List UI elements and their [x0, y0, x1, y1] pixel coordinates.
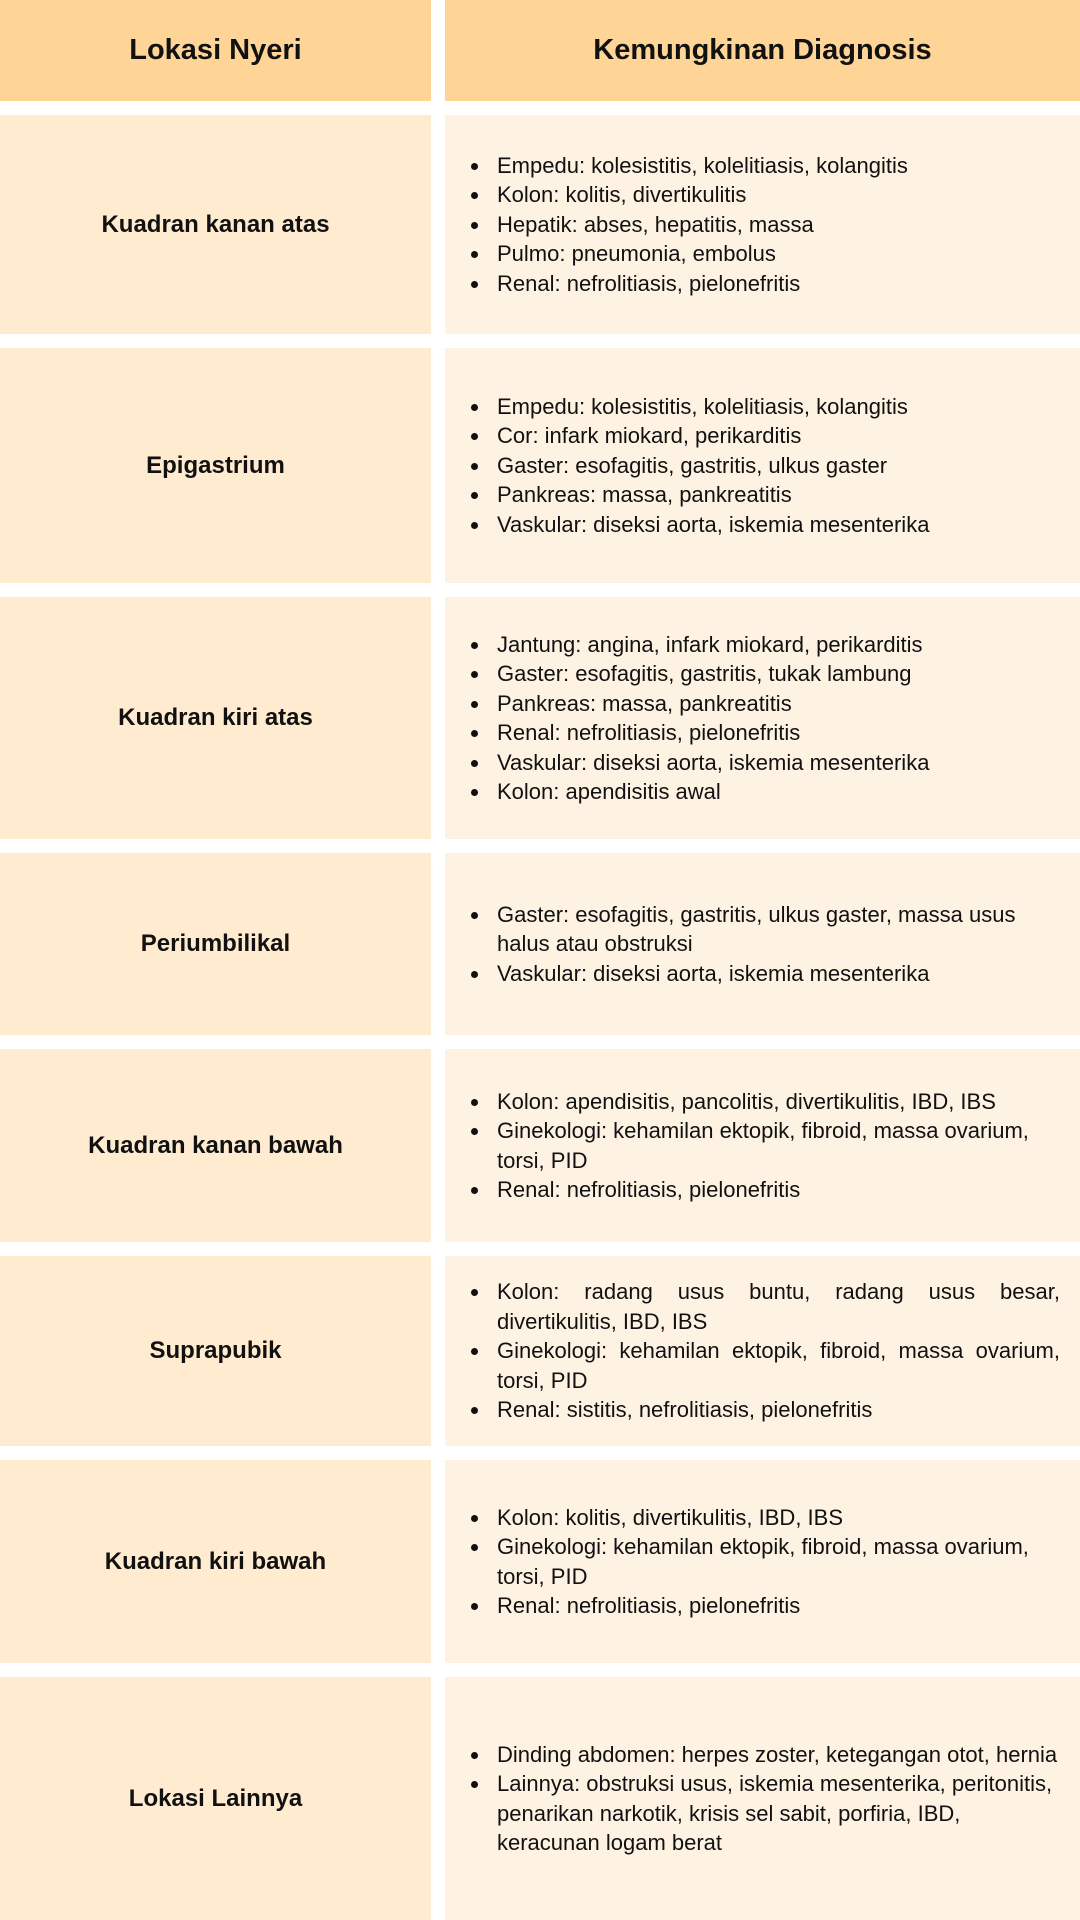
diagnosis-item: • Renal: nefrolitiasis, pielonefritis [491, 1175, 1060, 1205]
table-row [0, 853, 1080, 1035]
location-label: Suprapubik [149, 1337, 282, 1364]
diagnosis-list [467, 1740, 1060, 1858]
location-cell [0, 115, 431, 334]
table-header [0, 0, 1080, 101]
location-label: Epigastrium [146, 451, 285, 479]
location-cell [0, 1677, 431, 1920]
diagnosis-item: • Cor: infark miokard, perikarditis [491, 421, 929, 451]
location-label: Kuadran kanan bawah [88, 1131, 343, 1159]
header-location-label: Lokasi Nyeri [129, 34, 302, 66]
diagnosis-item: • Renal: nefrolitiasis, pielonefritis [491, 269, 908, 299]
diagnosis-item: • Ginekologi: kehamilan ektopik, fibroid, massa ovarium, torsi, PID [491, 1532, 1060, 1591]
header-diagnosis-label: Kemungkinan Diagnosis [593, 34, 932, 66]
location-cell [0, 1256, 431, 1446]
diagnosis-item: • Kolon: apendisitis, pancolitis, divertikulitis, IBD, IBS [491, 1087, 1060, 1117]
diagnosis-item: • Renal: nefrolitiasis, pielonefritis [491, 1591, 1060, 1621]
location-cell [0, 348, 431, 583]
diagnosis-cell [445, 1677, 1080, 1920]
diagnosis-item: • Dinding abdomen: herpes zoster, ketegangan otot, hernia [491, 1740, 1060, 1770]
diagnosis-item: • Vaskular: diseksi aorta, iskemia mesenterika [491, 510, 929, 540]
diagnosis-cell [445, 1049, 1080, 1242]
diagnosis-item: • Kolon: kolitis, divertikulitis [491, 180, 908, 210]
table-row [0, 1256, 1080, 1446]
diagnosis-item: • Empedu: kolesistitis, kolelitiasis, kolangitis [491, 392, 929, 422]
diagnosis-item: • Pulmo: pneumonia, embolus [491, 239, 908, 269]
diagnosis-list [467, 900, 1060, 989]
diagnosis-item: • Pankreas: massa, pankreatitis [491, 480, 929, 510]
header-cell-diagnosis [445, 0, 1080, 101]
diagnosis-item: • Renal: sistitis, nefrolitiasis, pielonefritis [491, 1395, 1060, 1425]
diagnosis-item: • Hepatik: abses, hepatitis, massa [491, 210, 908, 240]
diagnosis-cell [445, 115, 1080, 334]
location-cell [0, 597, 431, 839]
diagnosis-list [467, 1277, 1060, 1425]
location-label: Kuadran kiri bawah [104, 1547, 327, 1575]
table-row [0, 1460, 1080, 1663]
diagnosis-item: • Pankreas: massa, pankreatitis [491, 689, 929, 719]
table-row [0, 1049, 1080, 1242]
location-label: Kuadran kanan atas [101, 210, 330, 238]
diagnosis-cell [445, 597, 1080, 839]
diagnosis-item: • Jantung: angina, infark miokard, perikarditis [491, 630, 929, 660]
table-row [0, 115, 1080, 334]
diagnosis-list [467, 392, 929, 540]
diagnosis-item: • Gaster: esofagitis, gastritis, ulkus gaster, massa usus halus atau obstruksi [491, 900, 1060, 959]
location-cell [0, 1460, 431, 1663]
location-label: Lokasi Lainnya [128, 1784, 303, 1812]
diagnosis-item: • Renal: nefrolitiasis, pielonefritis [491, 718, 929, 748]
location-cell [0, 1049, 431, 1242]
diagnosis-list [467, 630, 929, 807]
diagnosis-list [467, 151, 908, 299]
table-row [0, 1677, 1080, 1920]
diagnosis-item: • Lainnya: obstruksi usus, iskemia mesenterika, peritonitis, penarikan narkotik, krisis sel sabit, porfiria, IBD, keracunan logam berat [491, 1769, 1060, 1858]
location-label: Periumbilikal [140, 930, 291, 957]
diagnosis-item: • Ginekologi: kehamilan ektopik, fibroid, massa ovarium, torsi, PID [491, 1336, 1060, 1395]
location-cell [0, 853, 431, 1035]
table-row [0, 597, 1080, 839]
diagnosis-item: • Gaster: esofagitis, gastritis, tukak lambung [491, 659, 929, 689]
diagnosis-item: • Kolon: apendisitis awal [491, 777, 929, 807]
diagnosis-list [467, 1503, 1060, 1621]
diagnosis-item: • Vaskular: diseksi aorta, iskemia mesenterika [491, 959, 1060, 989]
diagnosis-item: • Ginekologi: kehamilan ektopik, fibroid, massa ovarium, torsi, PID [491, 1116, 1060, 1175]
diagnosis-cell [445, 1256, 1080, 1446]
header-cell-location [0, 0, 431, 101]
diagnosis-cell [445, 348, 1080, 583]
diagnosis-cell [445, 853, 1080, 1035]
diagnosis-item: • Kolon: kolitis, divertikulitis, IBD, IBS [491, 1503, 1060, 1533]
diagnosis-item: • Kolon: radang usus buntu, radang usus besar, divertikulitis, IBD, IBS [491, 1277, 1060, 1336]
table-row [0, 348, 1080, 583]
diagnosis-list [467, 1087, 1060, 1205]
diagnosis-item: • Empedu: kolesistitis, kolelitiasis, kolangitis [491, 151, 908, 181]
location-label: Kuadran kiri atas [118, 704, 313, 731]
diagnosis-item: • Gaster: esofagitis, gastritis, ulkus gaster [491, 451, 929, 481]
diagnosis-item: • Vaskular: diseksi aorta, iskemia mesenterika [491, 748, 929, 778]
diagnosis-cell [445, 1460, 1080, 1663]
